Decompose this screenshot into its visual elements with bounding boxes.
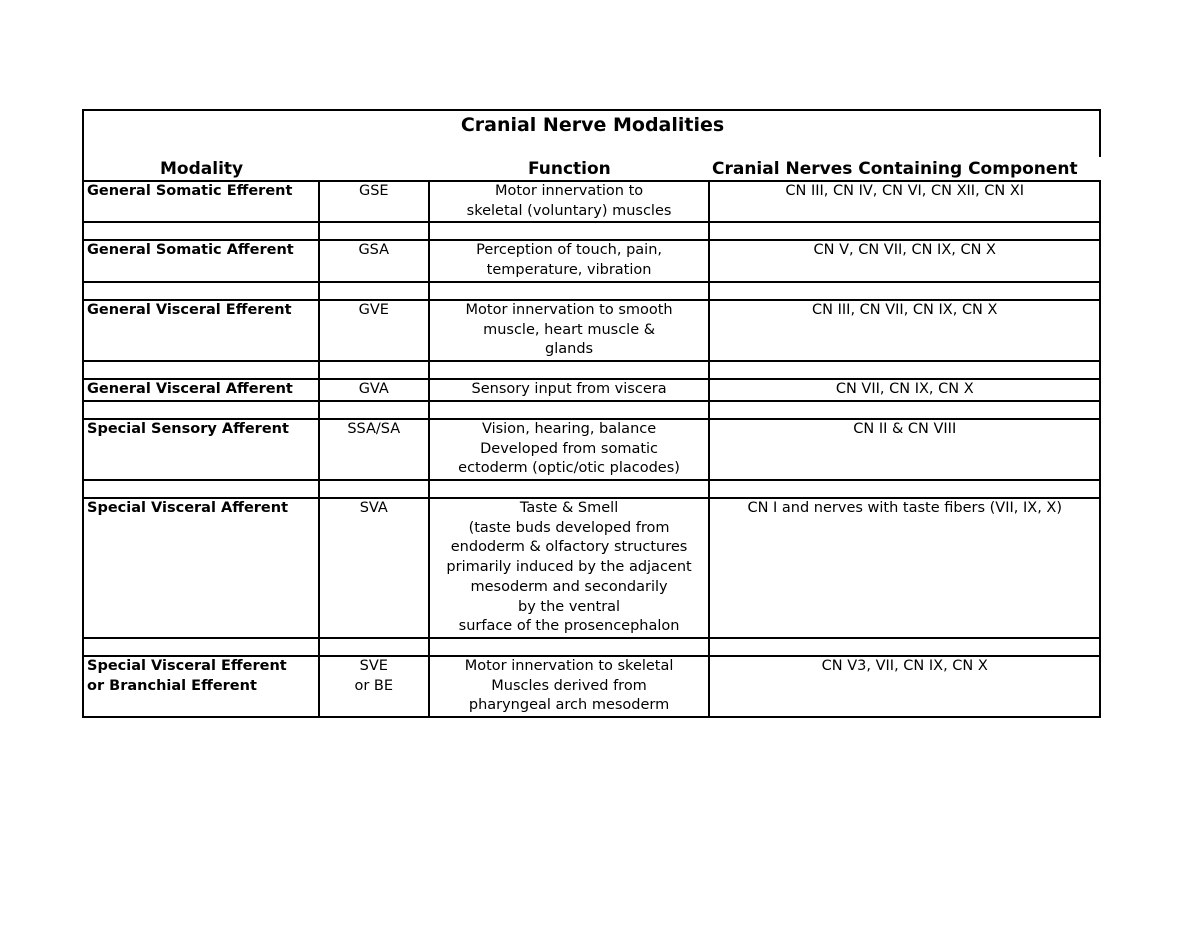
modality-cell-line: Special Sensory Afferent [87, 420, 289, 437]
function-cell [429, 379, 710, 401]
spacer-row [83, 222, 1100, 240]
cranial-nerves-cell: CN V, CN VII, CN IX, CN X [709, 240, 1100, 281]
empty-cell [429, 282, 710, 300]
header-modality: Modality [160, 159, 244, 179]
function-cell-line: (taste buds developed from [468, 519, 670, 536]
function-cell-line: by the ventral [518, 598, 621, 615]
abbreviation-cell-line: GVE [358, 301, 389, 318]
modality-cell-line: Special Visceral Afferent [87, 500, 289, 517]
empty-cell [319, 361, 429, 379]
modality-cell [83, 379, 319, 401]
empty-cell [709, 282, 1100, 300]
function-cell-line: temperature, vibration [486, 262, 652, 279]
function-cell [429, 498, 710, 638]
empty-cell [709, 638, 1100, 656]
empty-cell [319, 282, 429, 300]
empty-cell [319, 222, 429, 240]
empty-cell [83, 222, 319, 240]
empty-cell [83, 361, 319, 379]
empty-cell [709, 222, 1100, 240]
modality-cell [83, 300, 319, 361]
function-cell-line: skeletal (voluntary) muscles [466, 202, 672, 219]
empty-cell [429, 638, 710, 656]
spreadsheet-table-region [82, 109, 1101, 714]
spacer-row [83, 401, 1100, 419]
function-cell-line: Muscles derived from [491, 677, 647, 694]
spacer-row [83, 361, 1100, 379]
function-cell [429, 240, 710, 281]
spacer-row [83, 282, 1100, 300]
empty-cell [429, 401, 710, 419]
modality-cell-line: General Visceral Afferent [87, 380, 293, 397]
abbreviation-cell-line: SSA/SA [347, 420, 401, 437]
function-cell-line: muscle, heart muscle & [483, 321, 656, 338]
modality-cell [83, 419, 319, 480]
empty-cell [709, 401, 1100, 419]
function-cell-line: pharyngeal arch mesoderm [468, 697, 670, 714]
table-title: Cranial Nerve Modalities [460, 114, 725, 136]
table-row [83, 181, 1100, 222]
cranial-nerves-cell: CN III, CN VII, CN IX, CN X [709, 300, 1100, 361]
function-cell-line: surface of the prosencephalon [458, 618, 680, 635]
function-cell-line: glands [545, 341, 594, 358]
modality-cell-line: General Visceral Efferent [87, 301, 292, 318]
function-cell-line: Motor innervation to [494, 183, 644, 199]
modality-cell [83, 240, 319, 281]
table-row [83, 379, 1100, 401]
cranial-nerves-cell: CN I and nerves with taste fibers (VII, IX, X) [709, 498, 1100, 638]
function-cell-line: Sensory input from viscera [471, 380, 667, 397]
table-row [83, 419, 1100, 480]
table-row [83, 656, 1100, 717]
function-cell-line: Developed from somatic [480, 440, 659, 457]
function-cell [429, 656, 710, 717]
function-cell-line: Motor innervation to smooth [465, 301, 673, 318]
empty-cell [319, 480, 429, 498]
function-cell-line: mesoderm and secondarily [470, 578, 668, 595]
title-row [82, 109, 1101, 181]
table-row [83, 240, 1100, 281]
modality-cell-line: General Somatic Afferent [87, 242, 294, 259]
function-cell [429, 181, 710, 222]
function-cell-line: endoderm & olfactory structures [450, 539, 688, 556]
empty-cell [83, 638, 319, 656]
table-row [83, 300, 1100, 361]
empty-cell [429, 361, 710, 379]
function-cell-line: Motor innervation to skeletal [464, 658, 674, 675]
abbreviation-cell [319, 300, 429, 361]
abbreviation-cell-line: GVA [358, 380, 389, 397]
modalities-table [82, 180, 1101, 718]
empty-cell [319, 638, 429, 656]
function-cell-line: Perception of touch, pain, [476, 242, 663, 259]
modality-cell-line: Special Visceral Efferent [87, 658, 287, 675]
abbreviation-cell-line: GSE [358, 183, 389, 199]
function-cell [429, 419, 710, 480]
table-row [83, 498, 1100, 638]
spacer-row [83, 480, 1100, 498]
cranial-nerves-cell: CN V3, VII, CN IX, CN X [709, 656, 1100, 717]
abbreviation-cell [319, 656, 429, 717]
abbreviation-cell [319, 181, 429, 222]
function-cell [429, 300, 710, 361]
abbreviation-cell [319, 379, 429, 401]
function-cell-line: primarily induced by the adjacent [446, 559, 692, 576]
empty-cell [319, 401, 429, 419]
function-cell-line: Taste & Smell [519, 500, 619, 517]
empty-cell [709, 361, 1100, 379]
modality-cell [83, 181, 319, 222]
abbreviation-cell-line: SVA [359, 500, 388, 517]
function-cell-line: Vision, hearing, balance [481, 420, 657, 437]
spacer-row [83, 638, 1100, 656]
empty-cell [429, 222, 710, 240]
abbreviation-cell [319, 498, 429, 638]
table-body [83, 181, 1100, 717]
empty-cell [429, 480, 710, 498]
empty-cell [83, 282, 319, 300]
header-function: Function [528, 159, 611, 179]
empty-cell [83, 401, 319, 419]
abbreviation-cell-line: SVE [359, 658, 388, 675]
cranial-nerves-cell: CN III, CN IV, CN VI, CN XII, CN XI [709, 181, 1100, 222]
empty-cell [709, 480, 1100, 498]
modality-cell [83, 656, 319, 717]
header-cranial-nerves: Cranial Nerves Containing Component [712, 159, 1078, 179]
cranial-nerves-cell: CN VII, CN IX, CN X [709, 379, 1100, 401]
abbreviation-cell-line: GSA [358, 242, 390, 259]
function-cell-line: ectoderm (optic/otic placodes) [458, 460, 680, 477]
modality-cell [83, 498, 319, 638]
abbreviation-cell [319, 240, 429, 281]
abbreviation-cell [319, 419, 429, 480]
abbreviation-cell-line: or BE [354, 677, 394, 694]
empty-cell [83, 480, 319, 498]
modality-cell-line: or Branchial Efferent [87, 677, 257, 694]
modality-cell-line: General Somatic Efferent [87, 183, 293, 199]
cranial-nerves-cell: CN II & CN VIII [709, 419, 1100, 480]
